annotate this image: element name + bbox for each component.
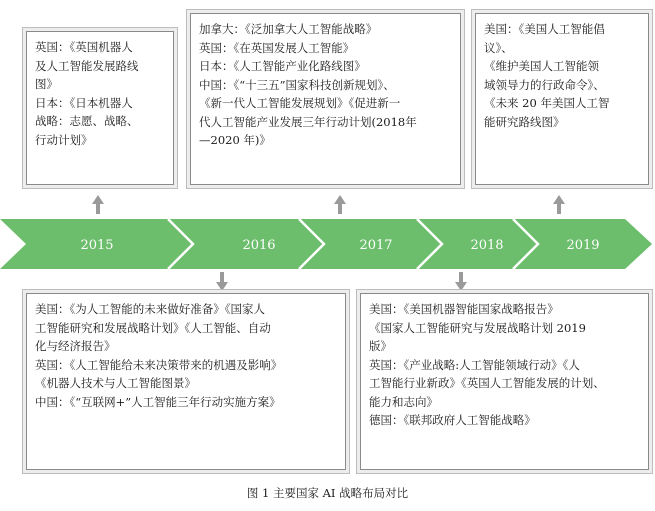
- box-line: 《机器人技术与人工智能图景》: [35, 376, 196, 390]
- box-line: 《未来 20 年美国人工智: [484, 96, 610, 110]
- box-line: 中国：《“互联网+”人工智能三年行动实施方案》: [35, 394, 281, 409]
- year-2019: 2019: [566, 238, 600, 253]
- box-line: 图》: [35, 77, 58, 91]
- box-line: 版》: [369, 339, 392, 353]
- box-line: 日本：《日本机器人: [35, 95, 133, 110]
- box-line: 战略：志愿、战略、: [35, 114, 139, 128]
- arrow-up-2015: [92, 195, 104, 214]
- year-2018: 2018: [470, 238, 504, 253]
- box-line: 美国：《为人工智能的未来做好准备》《国家人: [35, 302, 265, 316]
- box-line: 加拿大：《泛加拿大人工智能战略》: [199, 22, 378, 36]
- box-line: 《新一代人工智能发展规划》《促进新一: [199, 96, 401, 110]
- box-line: 及人工智能发展路线: [35, 58, 139, 73]
- box-2019-strategies: [475, 13, 649, 185]
- box-line: 化与经济报告》: [35, 339, 116, 353]
- box-line: 能研究路线图》: [484, 114, 565, 129]
- box-2015-strategies: [26, 31, 174, 185]
- box-line: 英国：《人工智能给未来决策带来的机遇及影响》: [35, 357, 283, 372]
- box-line: 议》、: [484, 40, 513, 55]
- box-line: —2020 年)》: [199, 133, 271, 147]
- box-line: 工智能行业新政》《英国人工智能发展的计划、: [369, 376, 605, 390]
- box-line: 中国：《“十三五”国家科技创新规划》、: [199, 77, 395, 92]
- box-line: 代人工智能产业发展三年行动计划(2018年: [199, 114, 417, 129]
- box-line: 美国：《美国人工智能倡: [484, 22, 605, 36]
- box-line: 《维护美国人工智能领: [484, 59, 599, 73]
- box-line: 《国家人工智能研究与发展战略计划 2019: [369, 320, 586, 335]
- box-line: 行动计划》: [35, 132, 93, 147]
- box-line: 英国：《英国机器人: [35, 40, 133, 54]
- box-line: 英国：《在英国发展人工智能》: [199, 40, 355, 55]
- arrow-up-2019: [553, 195, 565, 214]
- figure-caption: 图 1 主要国家 AI 战略布局对比: [246, 486, 409, 500]
- box-line: 能力和志向》: [369, 394, 438, 409]
- box-2018-strategies: [360, 293, 649, 470]
- box-2017-strategies: [190, 13, 461, 185]
- box-line: 工智能研究和发展战略计划》《人工智能、自动: [35, 320, 271, 335]
- box-line: 英国：《产业战略:人工智能领域行动》《人: [369, 357, 580, 372]
- box-line: 美国：《美国机器智能国家战略报告》: [369, 302, 559, 316]
- arrow-down-2016: [216, 272, 228, 291]
- year-2016: 2016: [242, 238, 276, 253]
- arrow-down-2018: [455, 272, 467, 291]
- year-2015: 2015: [80, 238, 114, 253]
- box-line: 德国：《联邦政府人工智能战略》: [369, 413, 536, 427]
- year-2017: 2017: [359, 238, 393, 253]
- box-line: 域领导力的行政命令》、: [484, 77, 605, 92]
- box-line: 日本：《人工智能产业化路线图》: [199, 59, 366, 73]
- arrow-up-2017: [334, 195, 346, 214]
- box-2016-strategies: [26, 293, 346, 470]
